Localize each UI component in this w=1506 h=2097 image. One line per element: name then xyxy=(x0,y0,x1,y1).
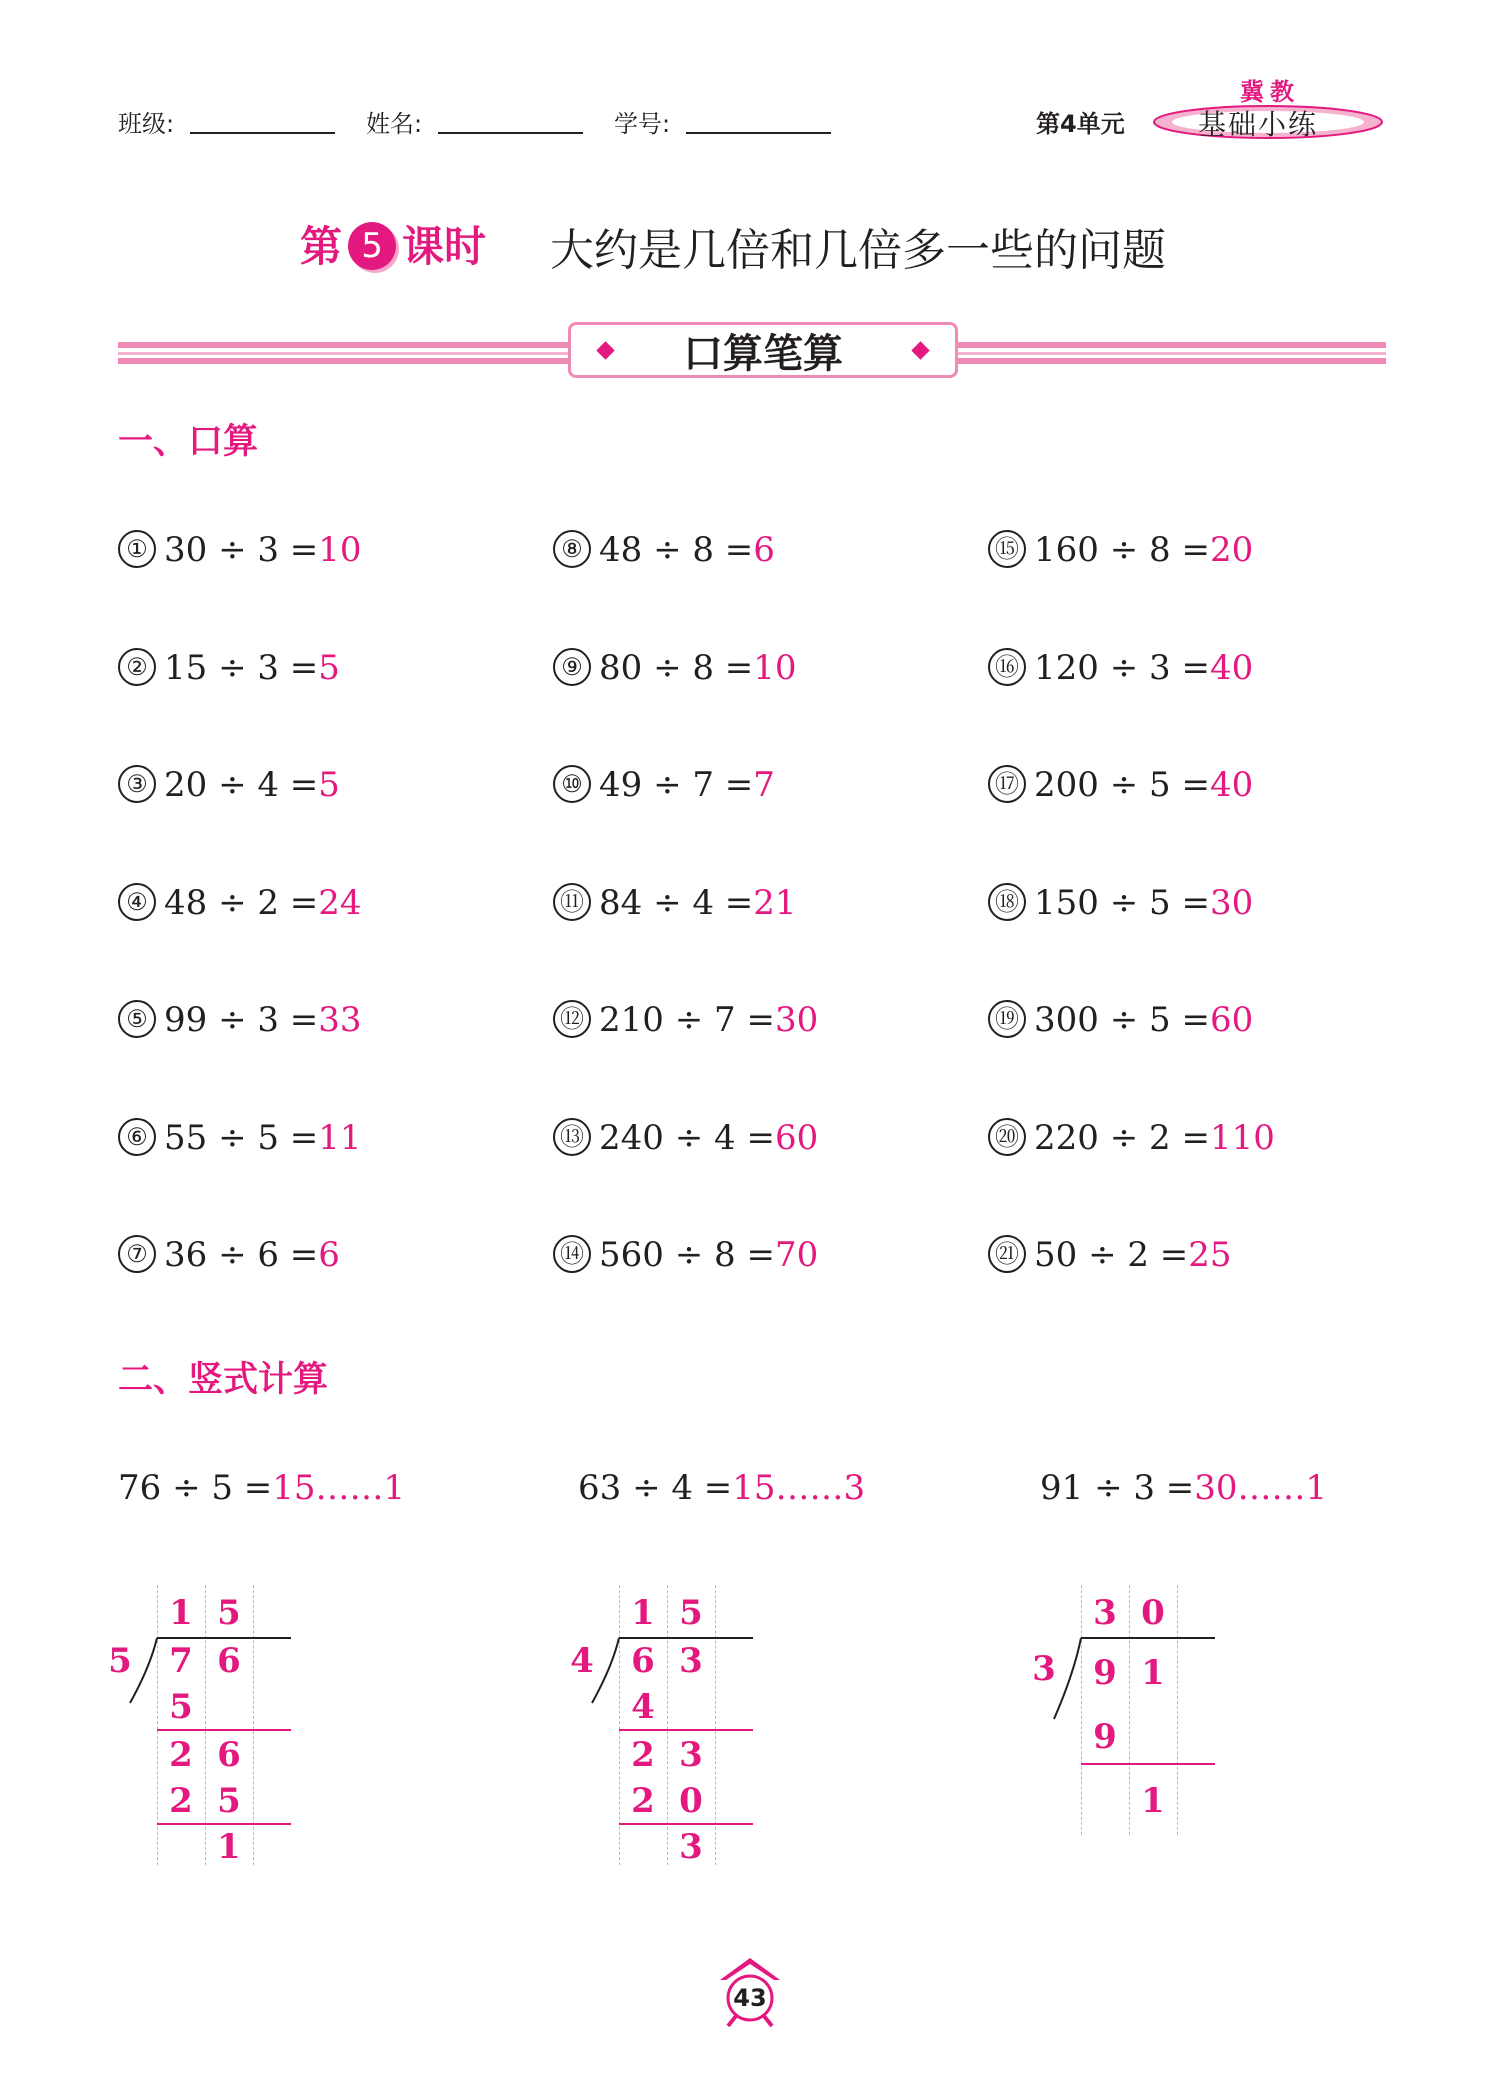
problem-answer: 40 xyxy=(1209,765,1254,805)
problem-answer: 5 xyxy=(318,648,340,688)
problem-number: ⑱ xyxy=(988,883,1026,921)
problem-1 xyxy=(118,530,362,571)
equation-1 xyxy=(118,1468,405,1508)
step-digit: 2 xyxy=(169,1735,193,1775)
problem-question: 49 ÷ 7 = xyxy=(599,765,754,805)
subtraction-line xyxy=(619,1823,753,1825)
problem-answer: 70 xyxy=(774,1235,819,1275)
long-division-1 xyxy=(110,1585,290,1865)
equation-question: 91 ÷ 3 = xyxy=(1040,1468,1195,1508)
problem-question: 48 ÷ 8 = xyxy=(599,530,754,570)
page-number-badge xyxy=(716,1956,784,2028)
problem-number: ⑩ xyxy=(553,765,591,803)
problem-answer: 10 xyxy=(753,648,797,688)
problem-5 xyxy=(118,1000,362,1041)
problem-answer: 5 xyxy=(318,765,340,805)
problem-12 xyxy=(553,1000,818,1041)
step-digit: 2 xyxy=(169,1781,193,1821)
lesson-heading xyxy=(300,214,486,274)
division-bar xyxy=(1081,1637,1215,1639)
problem-question: 30 ÷ 3 = xyxy=(164,530,319,570)
problem-answer: 21 xyxy=(753,883,797,923)
unit-label: 第4单元 xyxy=(1036,110,1125,138)
problem-question: 84 ÷ 4 = xyxy=(599,883,754,923)
problem-question: 300 ÷ 5 = xyxy=(1034,1000,1210,1040)
problem-20 xyxy=(988,1118,1275,1159)
problem-question: 210 ÷ 7 = xyxy=(599,1000,775,1040)
problem-question: 36 ÷ 6 = xyxy=(164,1235,319,1275)
problem-number: ⑤ xyxy=(118,1000,156,1038)
problem-answer: 10 xyxy=(318,530,362,570)
problem-number: ⑦ xyxy=(118,1235,156,1273)
diamond-icon xyxy=(596,341,614,359)
step-digit: 9 xyxy=(1093,1717,1117,1757)
problem-answer: 6 xyxy=(318,1235,340,1275)
problem-8 xyxy=(553,530,775,571)
divisor: 3 xyxy=(1032,1649,1056,1689)
problem-10 xyxy=(553,765,775,806)
step-digit: 5 xyxy=(169,1687,193,1727)
dividend-digit: 3 xyxy=(679,1641,703,1681)
problem-number: ⑨ xyxy=(553,648,591,686)
problem-17 xyxy=(988,765,1253,806)
equation-3 xyxy=(1040,1468,1327,1508)
subtraction-line xyxy=(157,1823,291,1825)
problem-question: 80 ÷ 8 = xyxy=(599,648,754,688)
quotient-digit: 3 xyxy=(1093,1593,1117,1633)
problem-question: 55 ÷ 5 = xyxy=(164,1118,319,1158)
dividend-digit: 9 xyxy=(1093,1653,1117,1693)
id-label: 学号: xyxy=(614,110,671,138)
step-digit: 2 xyxy=(631,1781,655,1821)
long-division-3 xyxy=(1034,1585,1214,1845)
problem-answer: 33 xyxy=(318,1000,362,1040)
problem-question: 220 ÷ 2 = xyxy=(1034,1118,1210,1158)
problem-answer: 60 xyxy=(774,1118,819,1158)
problem-question: 560 ÷ 8 = xyxy=(599,1235,775,1275)
step-digit: 0 xyxy=(679,1781,703,1821)
quotient-digit: 1 xyxy=(631,1593,655,1633)
problem-answer: 6 xyxy=(753,530,775,570)
class-field[interactable] xyxy=(190,132,335,134)
series-label: 基础小练 xyxy=(1198,108,1319,141)
subtraction-line xyxy=(157,1729,291,1731)
equation-question: 63 ÷ 4 = xyxy=(578,1468,733,1508)
problem-11 xyxy=(553,883,797,924)
problem-number: ⑥ xyxy=(118,1118,156,1156)
problem-number: ⑯ xyxy=(988,648,1026,686)
problem-question: 160 ÷ 8 = xyxy=(1034,530,1210,570)
problem-answer: 11 xyxy=(318,1118,362,1158)
grid-line xyxy=(1177,1585,1178,1835)
problem-number: ⑰ xyxy=(988,765,1026,803)
problem-number: ① xyxy=(118,530,156,568)
problem-7 xyxy=(118,1235,340,1276)
division-bar xyxy=(619,1637,753,1639)
problem-number: ② xyxy=(118,648,156,686)
step-digit: 6 xyxy=(217,1735,241,1775)
problem-answer: 25 xyxy=(1188,1235,1232,1275)
problem-question: 15 ÷ 3 = xyxy=(164,648,319,688)
id-field[interactable] xyxy=(686,132,831,134)
problem-question: 120 ÷ 3 = xyxy=(1034,648,1210,688)
divisor: 4 xyxy=(570,1641,594,1681)
dividend-digit: 6 xyxy=(631,1641,655,1681)
problem-answer: 30 xyxy=(1209,883,1254,923)
division-bar xyxy=(157,1637,291,1639)
problem-answer: 40 xyxy=(1209,648,1254,688)
page-title: 大约是几倍和几倍多一些的问题 xyxy=(550,225,1166,276)
problem-2 xyxy=(118,648,340,689)
problem-answer: 24 xyxy=(318,883,362,923)
problem-question: 48 ÷ 2 = xyxy=(164,883,319,923)
remainder-digit: 1 xyxy=(217,1827,241,1867)
problem-number: ⑳ xyxy=(988,1118,1026,1156)
problem-19 xyxy=(988,1000,1253,1041)
problem-question: 240 ÷ 4 = xyxy=(599,1118,775,1158)
subtraction-line xyxy=(619,1729,753,1731)
quotient-digit: 5 xyxy=(679,1593,703,1633)
dividend-digit: 6 xyxy=(217,1641,241,1681)
problem-number: ⑮ xyxy=(988,530,1026,568)
problem-answer: 20 xyxy=(1209,530,1254,570)
problem-number: ⑲ xyxy=(988,1000,1026,1038)
problem-15 xyxy=(988,530,1253,571)
problem-number: ⑧ xyxy=(553,530,591,568)
problem-number: ⑭ xyxy=(553,1235,591,1273)
problem-question: 99 ÷ 3 = xyxy=(164,1000,319,1040)
problem-14 xyxy=(553,1235,818,1276)
subtraction-line xyxy=(1081,1763,1215,1765)
section-banner xyxy=(568,322,958,378)
problem-answer: 7 xyxy=(753,765,775,805)
remainder-digit: 3 xyxy=(679,1827,703,1867)
problem-4 xyxy=(118,883,362,924)
divisor: 5 xyxy=(108,1641,132,1681)
dividend-digit: 7 xyxy=(169,1641,193,1681)
lesson-suffix: 课时 xyxy=(402,222,487,271)
step-digit: 5 xyxy=(217,1781,241,1821)
problem-question: 50 ÷ 2 = xyxy=(1034,1235,1189,1275)
quotient-digit: 0 xyxy=(1141,1593,1165,1633)
lesson-number-badge: 5 xyxy=(348,222,396,270)
long-division-2 xyxy=(572,1585,752,1865)
problem-number: ④ xyxy=(118,883,156,921)
problem-3 xyxy=(118,765,340,806)
problem-question: 20 ÷ 4 = xyxy=(164,765,319,805)
problem-answer: 60 xyxy=(1209,1000,1254,1040)
equation-answer: 15……1 xyxy=(272,1468,406,1508)
problem-9 xyxy=(553,648,797,689)
section2-heading: 二、竖式计算 xyxy=(118,1360,329,1400)
problem-16 xyxy=(988,648,1253,689)
step-digit: 3 xyxy=(679,1735,703,1775)
dividend-digit: 1 xyxy=(1141,1653,1165,1693)
page-number: 43 xyxy=(733,1984,767,2012)
quotient-digit: 1 xyxy=(169,1593,193,1633)
publisher-label: 冀教 xyxy=(1240,78,1300,106)
step-digit: 4 xyxy=(631,1687,655,1727)
problem-21 xyxy=(988,1235,1232,1276)
step-digit: 2 xyxy=(631,1735,655,1775)
problem-18 xyxy=(988,883,1253,924)
class-label: 班级: xyxy=(118,110,175,138)
problem-answer: 110 xyxy=(1209,1118,1275,1158)
problem-number: ⑫ xyxy=(553,1000,591,1038)
problem-answer: 30 xyxy=(774,1000,819,1040)
equation-2 xyxy=(578,1468,865,1508)
name-label: 姓名: xyxy=(366,110,423,138)
equation-answer: 30……1 xyxy=(1194,1468,1328,1508)
problem-number: ⑬ xyxy=(553,1118,591,1156)
equation-answer: 15……3 xyxy=(732,1468,866,1508)
quotient-digit: 5 xyxy=(217,1593,241,1633)
problem-number: ⑪ xyxy=(553,883,591,921)
problem-13 xyxy=(553,1118,818,1159)
problem-question: 150 ÷ 5 = xyxy=(1034,883,1210,923)
problem-question: 200 ÷ 5 = xyxy=(1034,765,1210,805)
name-field[interactable] xyxy=(438,132,583,134)
banner-label: 口算笔算 xyxy=(683,330,843,377)
problem-number: ③ xyxy=(118,765,156,803)
equation-question: 76 ÷ 5 = xyxy=(118,1468,273,1508)
remainder-digit: 1 xyxy=(1141,1781,1165,1821)
problem-number: ㉑ xyxy=(988,1235,1026,1273)
diamond-icon xyxy=(911,341,929,359)
lesson-prefix: 第 xyxy=(300,222,343,271)
section1-heading: 一、口算 xyxy=(118,422,259,462)
problem-6 xyxy=(118,1118,362,1159)
